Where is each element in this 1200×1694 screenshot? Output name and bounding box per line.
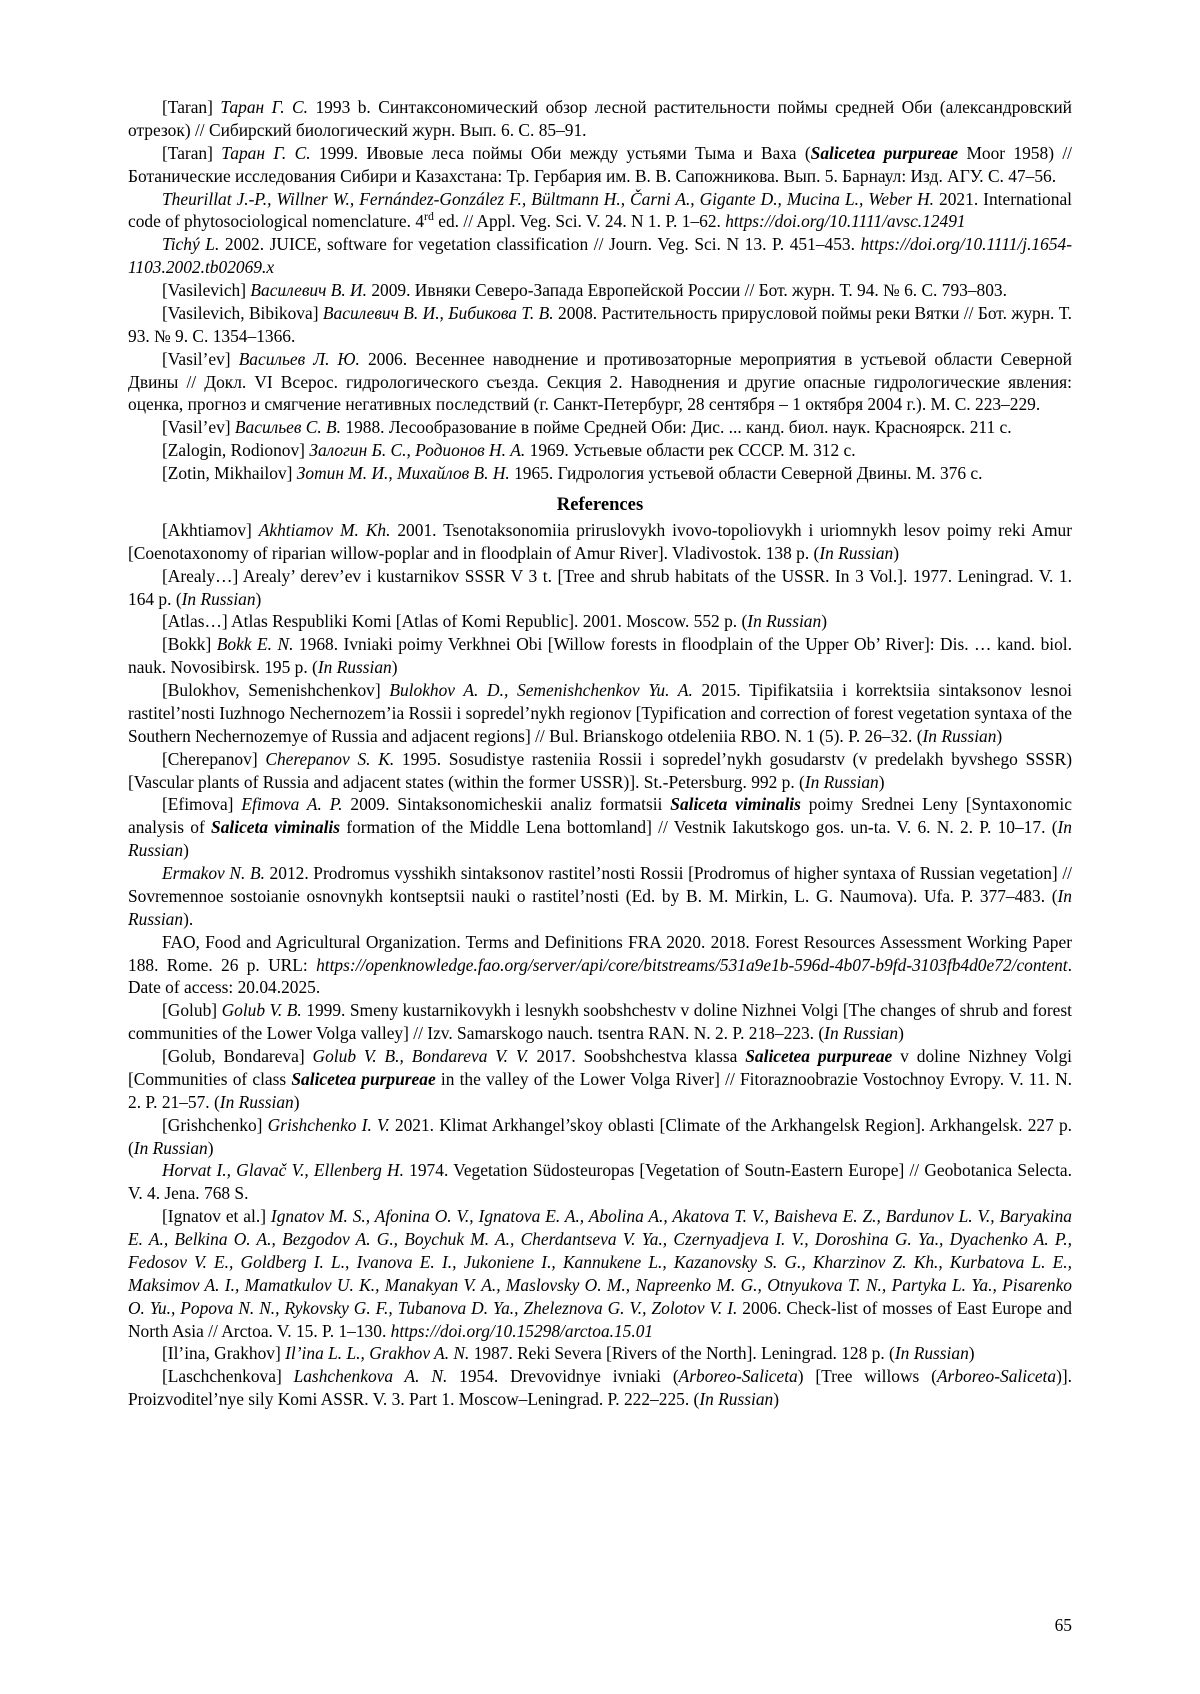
reference-text-run: ) (255, 588, 262, 609)
reference-text-run: Golub V. B. (221, 1000, 302, 1021)
reference-entry (128, 348, 1072, 417)
reference-text-run: [Bulokhov, Semenishchenkov] (162, 680, 390, 700)
reference-text-run: 2015. Tipifikatsiia i korrektsiia sintaksonov lesnoi rastitel’nosti Iuzhnogo Nechernozem’ia Rossii i sopredel’nykh regionov [Typification and correction of forest vegetation syntaxa of the Southern Nechernozemye of Russia and adjacent regions] // Bul. Brianskogo otdeleniia RBO. N. 1 (5). P. 26–32. ( (128, 680, 1073, 746)
reference-text-run: Salicetea purpureae (291, 1068, 436, 1089)
reference-text-run: In Russian (181, 588, 256, 609)
reference-text-run: Salicetea purpureae (810, 142, 959, 163)
reference-text-run: ) (893, 542, 900, 563)
reference-text-run: [Vasil’ev] (162, 348, 239, 369)
reference-text-run: In Russian (824, 1023, 899, 1044)
reference-text-run: . Date of access: 20.04.2025. (128, 954, 1072, 998)
reference-text-run: 1999. Smeny kustarnikovykh i lesnykh soobshchestv v doline Nizhnei Volgi [The changes of shrub and forest communities of the Lower Volga valley] // Izv. Samarskogo nauch. tsentra RAN. N. 2. P. 218–223. ( (128, 1000, 1072, 1044)
reference-text-run: In Russian (133, 1137, 208, 1158)
reference-text-run: Васильев Л. Ю. (238, 348, 360, 369)
reference-text-run: 1987. Reki Severa [Rivers of the North]. Leningrad. 128 p. ( (469, 1343, 895, 1364)
reference-text-run: Grishchenko I. V. (267, 1114, 390, 1135)
reference-text-run: 2009. Ивняки Северо-Запада Европейской России // Бот. журн. Т. 94. № 6. С. 793–803. (366, 280, 1007, 300)
reference-text-run: [Taran] (162, 142, 222, 163)
reference-text-run: Moor 1958) // Ботанические исследования Сибири и Казахстана: Тр. Гербария им. В. В. Сапожникова. Вып. 5. Барнаул: Изд. АГУ. С. 47–56. (128, 142, 1072, 186)
reference-entry (128, 1159, 1072, 1205)
reference-text-run: [Vasil’ev] (162, 417, 235, 438)
reference-text-run: [Vasilevich, Bibikova] (162, 302, 323, 323)
reference-entry (128, 862, 1072, 931)
reference-text-run: [Ignatov et al.] (162, 1206, 271, 1227)
reference-text-run: ) (878, 771, 885, 792)
reference-text-run: ). (183, 908, 194, 929)
reference-text-run: Василевич В. И., Бибикова Т. В. (322, 302, 554, 323)
reference-entry (128, 1342, 1072, 1365)
reference-text-run: Таран Г. С. (220, 97, 308, 117)
reference-entry (128, 931, 1072, 1000)
reference-text-run: [Bokk] (162, 634, 217, 655)
reference-text-run: In Russian (894, 1343, 969, 1364)
reference-entry (128, 302, 1072, 348)
reference-text-run: ) (821, 611, 827, 632)
reference-entry (128, 1365, 1072, 1411)
page-number: 65 (1054, 1615, 1072, 1635)
reference-text-run: [Il’ina, Grakhov] (162, 1343, 286, 1364)
reference-text-run: Bokk E. N. (216, 634, 294, 655)
reference-text-run: ) (968, 1343, 975, 1364)
reference-text-run: Saliceta viminalis (211, 817, 341, 838)
reference-entry (128, 279, 1072, 302)
reference-text-run: ) (898, 1023, 904, 1044)
reference-text-run: [Efimova] (162, 794, 242, 815)
reference-text-run: ) (996, 725, 1003, 746)
reference-text-run: https://openknowledge.fao.org/server/api/core/bitstreams/531a9e1b-596d-4b07-b9fd-3103fb4d0e72/content (316, 954, 1068, 975)
reference-text-run: Зотин М. И., Михайлов В. Н. (296, 463, 510, 483)
reference-text-run: Saliceta viminalis (670, 794, 801, 815)
reference-entry (128, 416, 1072, 439)
reference-entry (128, 188, 1072, 234)
reference-text-run: In Russian (317, 657, 392, 678)
reference-entry (128, 633, 1072, 679)
reference-text-run: [Atlas…] Atlas Respubliki Komi [Atlas of Komi Republic]. 2001. Moscow. 552 p. ( (162, 611, 748, 632)
reference-text-run: [Vasilevich] (162, 280, 251, 300)
reference-text-run: Ignatov M. S., Afonina O. V., Ignatova E. A., Abolina A., Akatova T. V., Baisheva E. Z., Bardunov L. V., Baryakina E. A., Belkina O. A., Bezgodov A. G., Boychuk M. A., Cherdantseva V. Ya., Czernyadjeva I. V., Doroshina G. Ya., Dyachenko A. P., Fedosov V. E., Goldberg I. L., Ivanova E. I., Jukoniene I., Kannukene L., Kazanovsky S. G., Kharzinov Z. Kh., Kurbatova L. E., Maksimov A. I., Mamatkulov U. K., Manakyan V. A., Maslovsky O. M., Napreenko M. G., Otnyukova T. N., Partyka L. Ya., Pisarenko O. Yu., Popova N. N., Rykovsky G. F., Tubanova D. Ya., Zheleznova G. V., Zolotov V. I. (128, 1206, 1072, 1318)
reference-text-run: Василевич В. И. (250, 280, 367, 300)
reference-entry (128, 999, 1072, 1045)
reference-text-run: Cherepanov S. K. (265, 748, 395, 769)
reference-entry (128, 233, 1072, 279)
reference-text-run: 2006. Весеннее наводнение и противозаторные мероприятия в устьевой области Северной Двины // Докл. VI Всерос. гидрологического съезда. Секция 2. Наводнения и другие опасные гидрологические явления: оценка, прогноз и смягчение негативных последствий (г. Санкт-Петербург, 28 сентября – 1 октября 2004 г.). М. С. 223–229. (128, 348, 1072, 415)
reference-text-run: ) (391, 657, 398, 678)
reference-text-run: 2021. International code of phytosociological nomenclature. 4 (128, 188, 1072, 232)
reference-entry (128, 793, 1072, 862)
reference-text-run: [Golub] (162, 1000, 222, 1021)
reference-entry (128, 462, 1072, 485)
reference-text-run: 2006. Check-list of mosses of East Europe and North Asia // Arctoa. V. 15. P. 1–130. (128, 1297, 1072, 1341)
reference-text-run: 2001. Tsenotaksonomiia priruslovykh ivovo-topoliovykh i uriomnykh lesov poimy reki Amur [Coenotaxonomy of riparian willow-poplar and in floodplain of Amur River]. Vladivostok. 138 p. ( (128, 519, 1072, 563)
reference-text-run: Таран Г. С. (221, 142, 311, 163)
reference-text-run: Il’ina L. L., Grakhov A. N. (285, 1343, 470, 1364)
reference-text-run: Arboreo-Saliceta (678, 1366, 798, 1387)
reference-text-run: [Arealy…] Arealy’ derev’ev i kustarnikov SSSR V 3 t. [Tree and shrub habitats of the USSR. In 3 Vol.]. 1977. Leningrad. V. 1. 164 p. ( (128, 565, 1072, 609)
reference-text-run: https://doi.org/10.1111/j.1654-1103.2002.tb02069.x (128, 234, 1072, 278)
reference-text-run: In Russian (819, 542, 894, 563)
reference-text-run: ) (183, 840, 189, 861)
reference-text-run: 2021. Klimat Arkhangel’skoy oblasti [Climate of the Arkhangelsk Region]. Arkhangelsk. 227 p. ( (128, 1114, 1072, 1158)
reference-text-run: [Grishchenko] (162, 1114, 268, 1135)
reference-entry (128, 96, 1072, 142)
reference-text-run: Ermakov N. B. (162, 863, 265, 883)
references-cyrillic-list (128, 96, 1072, 485)
reference-text-run: 2008. Растительность прирусловой поймы реки Вятки // Бот. журн. Т. 93. № 9. С. 1354–1366. (128, 302, 1072, 346)
reference-text-run: 1954. Drevovidnye ivniaki ( (447, 1366, 679, 1387)
reference-text-run: [Akhtiamov] (162, 519, 259, 540)
reference-text-run: In Russian (128, 885, 1072, 929)
reference-text-run: ) (773, 1389, 780, 1410)
reference-entry (128, 748, 1072, 794)
reference-text-run: ) (293, 1091, 300, 1112)
reference-text-run: In Russian (747, 611, 822, 632)
reference-text-run: 1969. Устьевые области рек СССР. М. 312 с. (525, 440, 856, 461)
section-heading: References (556, 493, 644, 515)
reference-text-run: In Russian (804, 771, 879, 792)
reference-text-run: 1995. Sosudistye rasteniia Rossii i sopredel’nykh gosudarstv (v predelakh byvshego SSSR) [Vascular plants of Russia and adjacent states (within the former USSR)]. St.-Petersburg. 992 p. ( (128, 748, 1072, 792)
reference-text-run: ed. // Appl. Veg. Sci. V. 24. N 1. P. 1–62. (433, 211, 726, 232)
reference-text-run: FAO, Food and Agricultural Organization. Terms and Definitions FRA 2020. 2018. Forest Resources Assessment Working Paper 188. Rome. 26 p. URL: (128, 931, 1072, 975)
reference-text-run: Arboreo-Saliceta (936, 1366, 1057, 1387)
references-latin-list (128, 519, 1072, 1411)
reference-text-run: Golub V. B., Bondareva V. V. (312, 1046, 529, 1066)
reference-text-run: ) (207, 1137, 214, 1158)
reference-text-run: [Taran] (162, 97, 221, 117)
reference-text-run: Horvat I., Glavač V., Ellenberg H. (162, 1160, 404, 1181)
reference-text-run: In Russian (699, 1389, 774, 1410)
reference-text-run: 1974. Vegetation Südosteuropas [Vegetation of Soutn-Eastern Europe] // Geobotanica Selecta. V. 4. Jena. 768 S. (128, 1160, 1072, 1204)
reference-entry (128, 1205, 1072, 1342)
reference-text-run: formation of the Middle Lena bottomland] // Vestnik Iakutskogo gos. un-ta. V. 6. N. 2. P. 10–17. ( (340, 817, 1058, 838)
reference-text-run: In Russian (128, 817, 1072, 861)
reference-text-run: Akhtiamov M. Kh. (258, 519, 391, 540)
reference-text-run: [Zalogin, Rodionov] (162, 440, 310, 461)
reference-text-run: Васильев С. В. (234, 417, 342, 438)
reference-entry (128, 610, 1072, 633)
reference-text-run: 2002. JUICE, software for vegetation classification // Journ. Veg. Sci. N 13. P. 451–453. (219, 234, 861, 255)
reference-text-run: Theurillat J.-P., Willner W., Fernández-González F., Bültmann H., Čarni A., Gigante D., Mucina L., Weber H. (162, 188, 935, 209)
reference-text-run: [Laschchenkova] (162, 1366, 294, 1387)
reference-text-run: ) [Tree willows ( (797, 1366, 937, 1387)
reference-entry (128, 142, 1072, 188)
reference-text-run: 2009. Sintaksonomicheskii analiz formatsii (342, 794, 671, 815)
reference-text-run: )]. Proizvoditel’nye sily Komi ASSR. V. 3. Part 1. Moscow–Leningrad. P. 222–225. ( (128, 1366, 1073, 1410)
reference-text-run: in the valley of the Lower Volga River] // Fitoraznoobrazie Vostochnoy Evropy. V. 11. N. 2. P. 21–57. ( (128, 1068, 1072, 1112)
reference-entry (128, 1114, 1072, 1160)
reference-text-run: 1965. Гидрология устьевой области Северной Двины. М. 376 с. (509, 463, 983, 483)
reference-text-run: Salicetea purpureae (745, 1046, 893, 1066)
reference-text-run: https://doi.org/10.15298/arctoa.15.01 (390, 1320, 654, 1341)
reference-entry (128, 1045, 1072, 1114)
reference-text-run: Залогин Б. С., Родионов Н. А. (309, 440, 526, 461)
reference-text-run: 1999. Ивовые леса поймы Оби между устьями Тыма и Ваха ( (310, 142, 811, 163)
reference-entry (128, 519, 1072, 565)
reference-text-run: Efimova A. P. (241, 794, 343, 815)
reference-text-run: 2017. Soobshchestva klassa (528, 1046, 746, 1066)
reference-text-run: [Cherepanov] (162, 748, 266, 769)
reference-text-run: In Russian (922, 725, 997, 746)
reference-entry (128, 565, 1072, 611)
reference-text-run: Tichý L. (162, 234, 220, 255)
reference-text-run: [Golub, Bondareva] (162, 1046, 313, 1066)
reference-text-run: 1993 b. Синтаксономический обзор лесной растительности поймы средней Оби (александровский отрезок) // Сибирский биологический журн. Вып. 6. С. 85–91. (128, 97, 1072, 140)
reference-text-run: Lashchenkova A. N. (293, 1366, 448, 1387)
reference-text-run: poimy Srednei Leny [Syntaxonomic analysis of (128, 794, 1072, 838)
reference-text-run: 1968. Ivniaki poimy Verkhnei Obi [Willow forests in floodplain of the Upper Ob’ River]: Dis. … kand. biol. nauk. Novosibirsk. 195 p. ( (128, 634, 1072, 678)
reference-text-run: v doline Nizhney Volgi [Communities of class (128, 1046, 1072, 1089)
reference-entry (128, 679, 1072, 748)
reference-text-run: 2012. Prodromus vysshikh sintaksonov rastitel’nosti Rossii [Prodromus of higher syntaxa of Russian vegetation] // Sovremennoe sostoianie osnovnykh kontseptsii nauki o rastitel’nosti (Ed. by B. M. Mirkin, L. G. Naumova). Ufa. P. 377–483. ( (128, 863, 1072, 906)
reference-text-run: In Russian (219, 1091, 294, 1112)
reference-text-run: rd (424, 209, 434, 224)
reference-text-run: Bulokhov A. D., Semenishchenkov Yu. A. (389, 680, 693, 700)
reference-text-run: [Zotin, Mikhailov] (162, 463, 297, 483)
reference-text-run: 1988. Лесообразование в пойме Средней Оби: Дис. ... канд. биол. наук. Красноярск. 211 с. (341, 417, 1012, 438)
reference-entry (128, 439, 1072, 462)
reference-text-run: https://doi.org/10.1111/avsc.12491 (725, 211, 966, 232)
